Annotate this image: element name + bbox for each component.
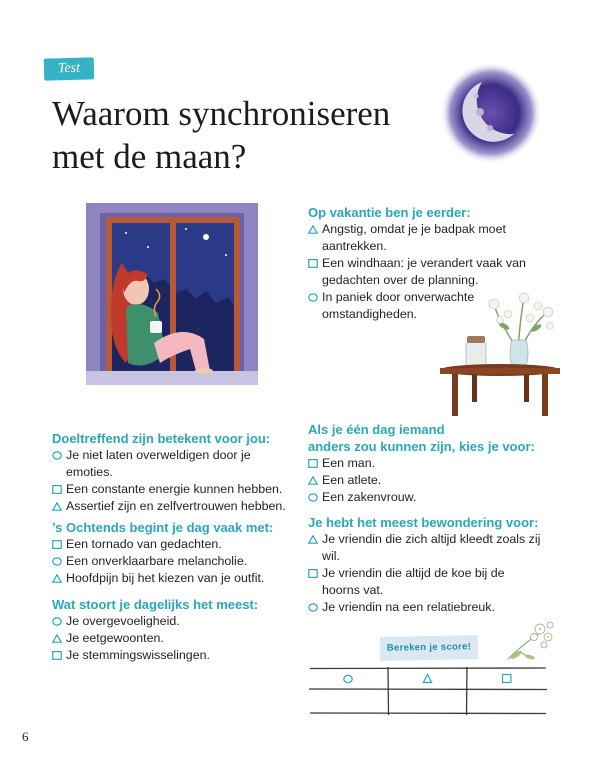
square-icon — [308, 569, 318, 578]
test-tag: Test — [44, 57, 95, 80]
flower-decoration — [500, 615, 558, 665]
circle-icon — [308, 603, 318, 612]
score-triangle-icon — [423, 675, 431, 683]
question-title: Als je één dag iemand anders zou kunnen zijn, kies je voor: — [308, 422, 535, 454]
answer-option[interactable]: Een onverklaarbare melancholie. — [52, 553, 297, 570]
question-title: Je hebt het meest bewondering voor: — [308, 515, 539, 530]
triangle-icon — [52, 634, 62, 643]
circle-icon — [52, 617, 62, 626]
question-title: Doeltreffend zijn betekent voor jou: — [52, 431, 271, 446]
triangle-icon — [308, 476, 318, 485]
answer-option[interactable]: Een tornado van gedachten. — [52, 536, 297, 553]
answer-option[interactable]: Je vriendin die altijd de koe bij de hoorns vat. — [308, 565, 560, 599]
answer-option[interactable]: Een windhaan: je verandert vaak van gedachten over de planning. — [308, 255, 558, 289]
score-label: Bereken je score! — [380, 635, 478, 661]
question-doeltreffend — [52, 430, 297, 515]
answer-option[interactable]: Angstig, omdat je je badpak moet aantrekken. — [308, 221, 558, 255]
square-icon — [308, 259, 318, 268]
answer-option[interactable]: Hoofdpijn bij het kiezen van je outfit. — [52, 570, 297, 587]
question-ochtends — [52, 519, 297, 587]
triangle-icon — [52, 502, 62, 511]
answer-option[interactable]: Je eetgewoonten. — [52, 630, 297, 647]
question-een-dag-iemand — [308, 421, 558, 506]
score-cell-circle[interactable] — [310, 691, 386, 711]
score-table — [308, 667, 548, 715]
answer-option[interactable]: Je stemmingswisselingen. — [52, 647, 297, 664]
triangle-icon — [308, 225, 318, 234]
square-icon — [52, 540, 62, 549]
answer-option[interactable]: In paniek door onverwachte omstandigheden. — [308, 289, 558, 323]
woman-window-illustration — [86, 203, 258, 393]
title-line-1: Waarom synchroniseren — [52, 94, 391, 133]
circle-icon — [52, 557, 62, 566]
answer-option[interactable]: Je overgevoeligheid. — [52, 613, 297, 630]
answer-option[interactable]: Assertief zijn en zelfvertrouwen hebben. — [52, 498, 297, 515]
page-title — [52, 92, 452, 178]
answer-option[interactable]: Een man. — [308, 455, 558, 472]
question-bewondering — [308, 514, 560, 616]
circle-icon — [308, 293, 318, 302]
score-circle-icon — [344, 675, 352, 682]
answer-option[interactable]: Je vriendin na een relatiebreuk. — [308, 599, 560, 616]
question-title: Wat stoort je dagelijks het meest: — [52, 597, 259, 612]
circle-icon — [52, 451, 62, 460]
score-cell-triangle[interactable] — [390, 691, 465, 711]
square-icon — [308, 459, 318, 468]
title-line-2: met de maan? — [52, 137, 247, 176]
square-icon — [52, 651, 62, 660]
answer-option[interactable]: Een constante energie kunnen hebben. — [52, 481, 297, 498]
question-vakantie — [308, 204, 558, 323]
circle-icon — [308, 493, 318, 502]
answer-option[interactable]: Een atlete. — [308, 472, 558, 489]
answer-option[interactable]: Je vriendin die zich altijd kleedt zoals zij wil. — [308, 531, 560, 565]
moon-illustration — [440, 62, 542, 164]
triangle-icon — [308, 535, 318, 544]
question-title: ’s Ochtends begint je dag vaak met: — [52, 520, 274, 535]
triangle-icon — [52, 574, 62, 583]
score-square-icon — [503, 675, 511, 683]
answer-option[interactable]: Je niet laten overweldigen door je emoties. — [52, 447, 297, 481]
answer-option[interactable]: Een zakenvrouw. — [308, 489, 558, 506]
score-cell-square[interactable] — [469, 691, 545, 711]
page-number: 6 — [22, 729, 29, 744]
question-wat-stoort — [52, 596, 297, 664]
square-icon — [52, 485, 62, 494]
question-title: Op vakantie ben je eerder: — [308, 205, 471, 220]
